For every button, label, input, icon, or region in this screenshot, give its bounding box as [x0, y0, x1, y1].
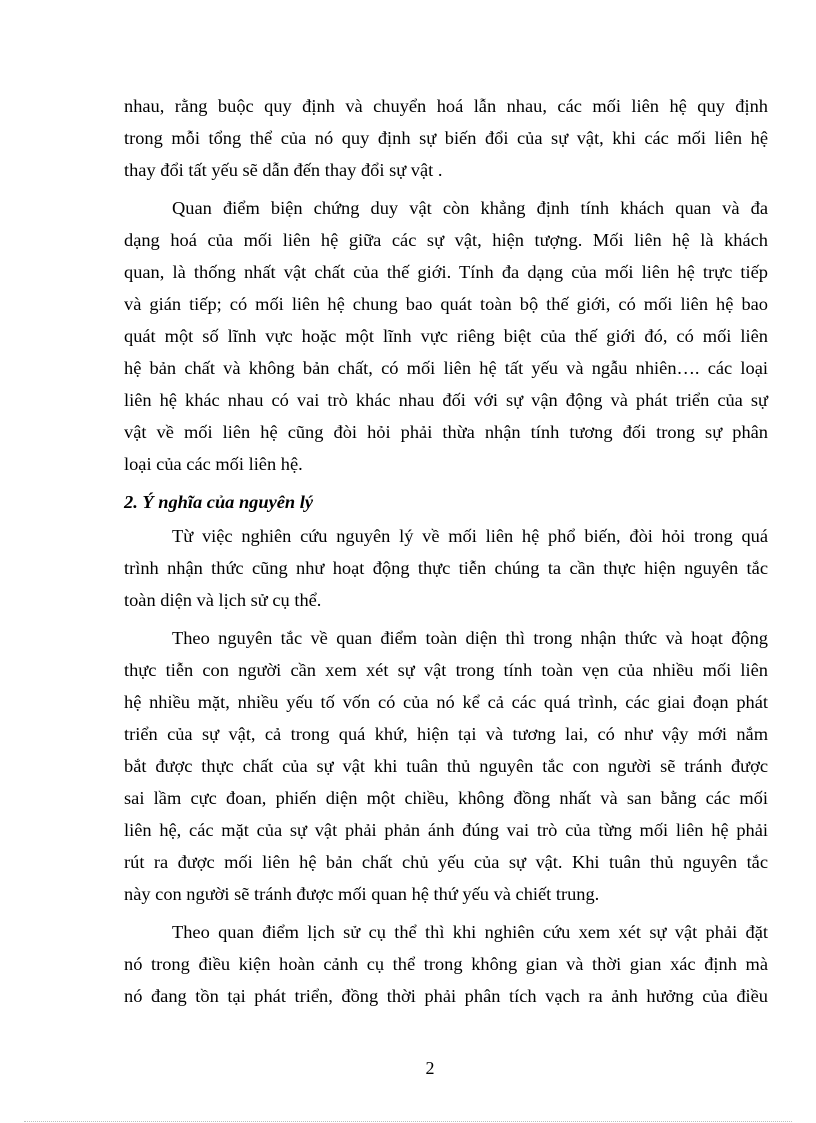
text-line: vật về mối liên hệ cũng đòi hỏi phải thừa nhận tính tương đối trong sự phân — [124, 422, 768, 442]
text-line: dạng hoá của mối liên hệ giữa các sự vật, hiện tượng. Mối liên hệ là khách — [124, 230, 768, 250]
text-line: liên hệ khác nhau có vai trò khác nhau đối với sự vận động và phát triển của sự — [124, 390, 768, 410]
text-line: thực tiễn con người cần xem xét sự vật trong tính toàn vẹn của nhiều mối liên — [124, 660, 768, 680]
text-line: quát một số lĩnh vực hoặc một lĩnh vực riêng biệt của thế giới đó, có mối liên — [124, 326, 768, 346]
text-line: toàn diện và lịch sử cụ thể. — [124, 590, 322, 610]
section-heading: 2. Ý nghĩa của nguyên lý — [124, 492, 314, 512]
text-line: và gián tiếp; có mối liên hệ chung bao quát toàn bộ thế giới, có mối liên hệ bao — [124, 294, 768, 314]
text-line: sai lầm cực đoan, phiến diện một chiều, không đồng nhất và san bằng các mối — [124, 788, 768, 808]
text-line: Quan điểm biện chứng duy vật còn khẳng định tính khách quan và đa — [172, 198, 768, 218]
text-line: hệ nhiều mặt, nhiều yếu tố vốn có của nó kể cả các quá trình, các giai đoạn phát — [124, 692, 768, 712]
text-line: liên hệ, các mặt của sự vật phải phản ánh đúng vai trò của từng mối liên hệ phải — [124, 820, 768, 840]
text-line: bắt được thực chất của sự vật khi tuân thủ nguyên tắc con người sẽ tránh được — [124, 756, 768, 776]
text-line: Từ việc nghiên cứu nguyên lý về mối liên hệ phổ biến, đòi hỏi trong quá — [172, 526, 768, 546]
text-line: nhau, rằng buộc quy định và chuyển hoá lẫn nhau, các mối liên hệ quy định — [124, 96, 768, 116]
text-line: rút ra được mối liên hệ bản chất chủ yếu của sự vật. Khi tuân thủ nguyên tắc — [124, 852, 768, 872]
text-line: nó đang tồn tại phát triển, đồng thời phải phân tích vạch ra ảnh hưởng của điều — [124, 986, 768, 1006]
text-line: quan, là thống nhất vật chất của thế giới. Tính đa dạng của mối liên hệ trực tiếp — [124, 262, 768, 282]
text-line: thay đổi tất yếu sẽ dẫn đến thay đổi sự vật . — [124, 160, 443, 180]
text-line: trong mỗi tổng thể của nó quy định sự biến đổi của sự vật, khi các mối liên hệ — [124, 128, 768, 148]
text-line: hệ bản chất và không bản chất, có mối liên hệ tất yếu và ngẫu nhiên…. các loại — [124, 358, 768, 378]
text-line: trình nhận thức cũng như hoạt động thực tiễn chúng ta cần thực hiện nguyên tắc — [124, 558, 768, 578]
text-line: loại của các mối liên hệ. — [124, 454, 303, 474]
page-boundary-rule — [24, 1121, 792, 1122]
text-line: này con người sẽ tránh được mối quan hệ thứ yếu và chiết trung. — [124, 884, 600, 904]
text-line: triển của sự vật, cả trong quá khứ, hiện tại và tương lai, có như vậy mới nắm — [124, 724, 768, 744]
text-line: Theo nguyên tắc về quan điểm toàn diện thì trong nhận thức và hoạt động — [172, 628, 768, 648]
text-line: Theo quan điểm lịch sử cụ thể thì khi nghiên cứu xem xét sự vật phải đặt — [172, 922, 768, 942]
page-number: 2 — [425, 1058, 435, 1078]
text-line: nó trong điều kiện hoàn cảnh cụ thể trong không gian và thời gian xác định mà — [124, 954, 768, 974]
